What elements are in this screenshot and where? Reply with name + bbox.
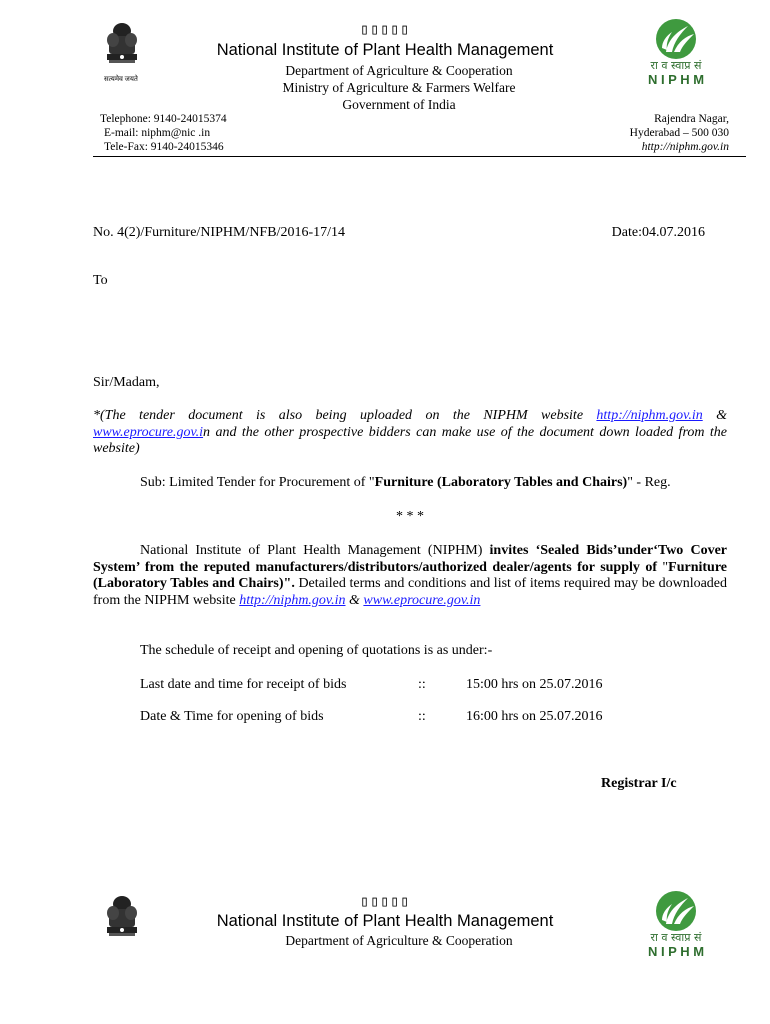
address-line-1: Rajendra Nagar, (654, 113, 729, 125)
hindi-title: ▯▯▯▯▯ (359, 20, 411, 38)
footer-institute-name: National Institute of Plant Health Management (216, 912, 554, 930)
note-text-2: & (702, 408, 727, 423)
footer-logo-hindi-text: रा व स्वाप्र सं (650, 931, 702, 944)
body-text-4: & (345, 592, 364, 608)
separator-stars: * * * (396, 509, 424, 524)
eprocure-link[interactable]: www.eprocure.gov.i (93, 424, 204, 440)
note-text-3: n and the other prospective bidders can make use of the document down loaded from the website) (93, 424, 727, 456)
schedule-sep-receipt: :: (418, 677, 426, 692)
schedule-value-opening: 16:00 hrs on 25.07.2016 (466, 709, 603, 724)
body-text-1: National Institute of Plant Health Management (NIPHM) (140, 543, 490, 558)
government-name: Government of India (342, 97, 456, 112)
address-line-2: Hyderabad – 500 030 (629, 127, 729, 139)
body-bold-2: Furniture (Laboratory Tables and Chairs)". (93, 559, 727, 591)
schedule-intro: The schedule of receipt and opening of quotations is as under:- (140, 643, 493, 658)
contact-right (630, 112, 729, 154)
letter-date: Date:04.07.2016 (611, 225, 705, 240)
reference-number: No. 4(2)/Furniture/NIPHM/NFB/2016-17/14 (93, 225, 345, 240)
salutation: Sir/Madam, (93, 375, 160, 390)
schedule-label-opening: Date & Time for opening of bids (140, 709, 324, 724)
body-niphm-link[interactable]: http://niphm.gov.in (239, 592, 346, 608)
body-text-2: " (662, 559, 669, 575)
footer-logo-niphm-text: N I P H M (647, 944, 705, 959)
body-bold-1: invites ‘Sealed Bids’under‘Two Cover System’ from the reputed manufacturers/distributors/authorized dealer/agents for supply of (93, 543, 728, 575)
signatory: Registrar I/c (601, 776, 677, 791)
body-paragraph (93, 543, 727, 609)
body-text-3: Detailed terms and conditions and list of items required may be downloaded from the NIPHM website (93, 576, 728, 608)
schedule-sep-opening: :: (418, 709, 426, 724)
schedule-value-receipt: 15:00 hrs on 25.07.2016 (466, 677, 603, 692)
footer-hindi-title: ▯▯▯▯▯ (359, 892, 411, 910)
institute-name: National Institute of Plant Health Management (216, 41, 554, 59)
department-name: Department of Agriculture & Cooperation (285, 63, 513, 78)
subject-item: Furniture (Laboratory Tables and Chairs) (374, 475, 628, 490)
email-line: E-mail: niphm@nic .in (104, 127, 211, 139)
subject-suffix: " - Reg. (627, 475, 671, 490)
niphm-website-link[interactable]: http://niphm.gov.in (596, 408, 703, 423)
subject-line (140, 475, 671, 492)
contact-left (100, 112, 227, 154)
ministry-name: Ministry of Agriculture & Farmers Welfare (282, 80, 516, 95)
telephone-line: Telephone: 9140-24015374 (100, 113, 227, 125)
logo-hindi-text: रा व स्वाप्र सं (650, 59, 702, 72)
website-line: http://niphm.gov.in (641, 141, 729, 153)
header-divider (93, 156, 746, 157)
note-text-1: *(The tender document is also being uploaded on the NIPHM website (93, 408, 597, 423)
tender-note (93, 408, 727, 458)
emblem-caption: सत्यमेव जयते (104, 75, 138, 83)
schedule-label-receipt: Last date and time for receipt of bids (140, 677, 347, 692)
logo-niphm-text: N I P H M (647, 72, 705, 87)
footer-department-name: Department of Agriculture & Cooperation (285, 933, 513, 948)
telefax-line: Tele-Fax: 9140-24015346 (104, 141, 224, 153)
body-eprocure-link[interactable]: www.eprocure.gov.in (363, 592, 481, 608)
to-label: To (93, 273, 108, 288)
subject-prefix: Sub: Limited Tender for Procurement of " (140, 475, 375, 490)
